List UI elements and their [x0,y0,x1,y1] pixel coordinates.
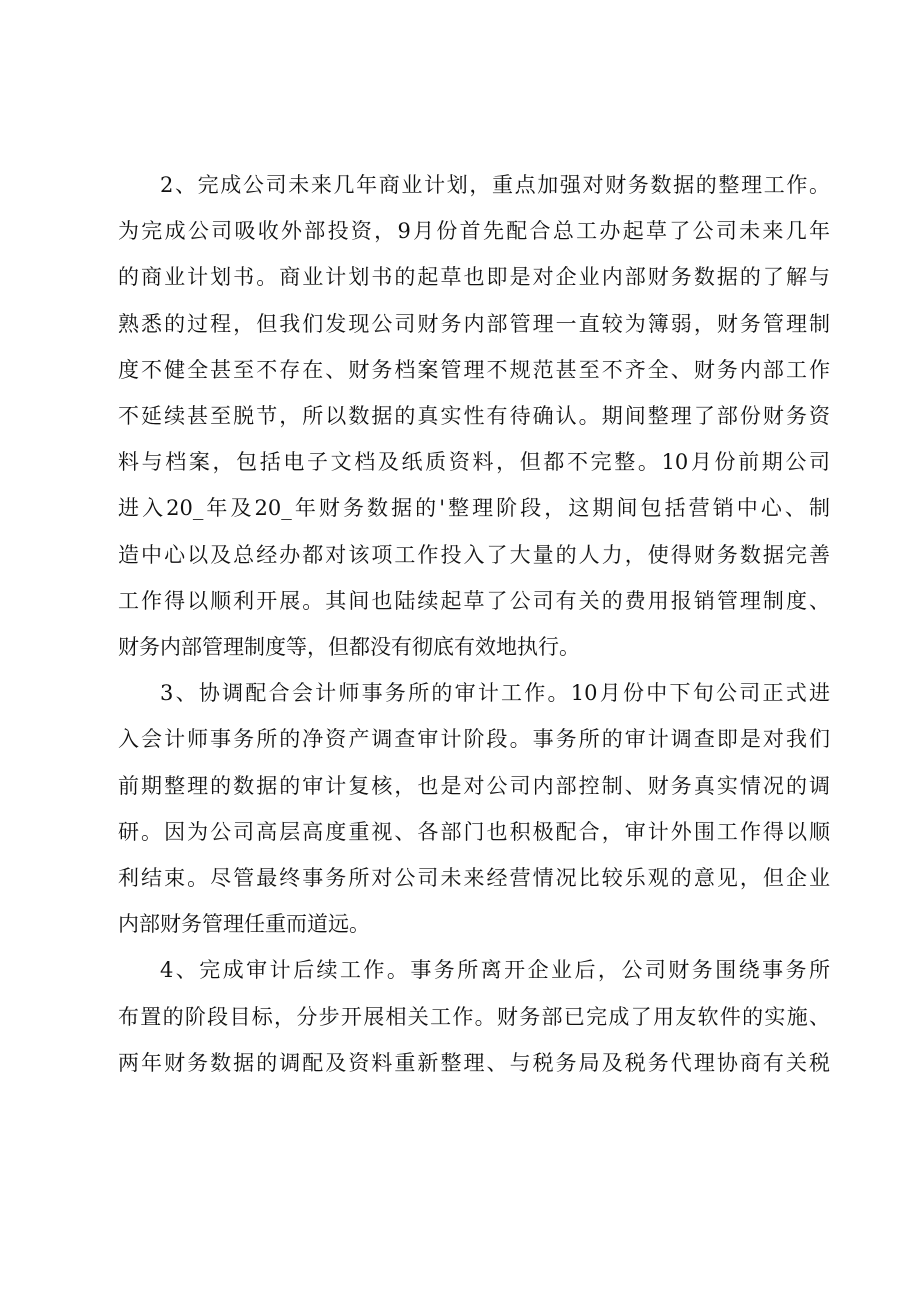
text-line: 为完成公司吸收外部投资，9月份首先配合总工办起草了公司未来几年 [118,219,830,244]
text-line: 研。因为公司高层高度重视、各部门也积极配合，审计外围工作得以顺 [118,819,830,844]
paragraph-2-financial-data [118,162,830,670]
text-line: 造中心以及总经办都对该项工作投入了大量的人力，使得财务数据完善 [118,542,830,567]
text-line: 2、完成公司未来几年商业计划，重点加强对财务数据的整理工作。 [160,173,830,197]
document-body [118,162,830,1086]
text-line: 入会计师事务所的净资产调查审计阶段。事务所的审计调查即是对我们 [118,727,830,752]
text-line: 前期整理的数据的审计复核，也是对公司内部控制、财务真实情况的调 [118,773,830,798]
text-line: 利结束。尽管最终事务所对公司未来经营情况比较乐观的意见，但企业 [118,866,830,891]
text-line: 度不健全甚至不存在、财务档案管理不规范甚至不齐全、财务内部工作 [118,357,830,382]
text-line: 内部财务管理任重而道远。 [118,912,370,937]
text-line: 料与档案，包括电子文档及纸质资料，但都不完整。10月份前期公司 [118,450,830,475]
text-line: 工作得以顺利开展。其间也陆续起草了公司有关的费用报销管理制度、 [118,588,830,613]
text-line: 财务内部管理制度等，但都没有彻底有效地执行。 [118,635,580,660]
paragraph-4-post-audit [118,947,830,1086]
text-line: 两年财务数据的调配及资料重新整理、与税务局及税务代理协商有关税 [118,1050,830,1075]
text-line: 不延续甚至脱节，所以数据的真实性有待确认。期间整理了部份财务资 [118,404,830,429]
text-line: 4、完成审计后续工作。事务所离开企业后，公司财务围绕事务所 [160,958,830,983]
text-line: 布置的阶段目标，分步开展相关工作。财务部已完成了用友软件的实施、 [118,1004,830,1029]
text-line: 熟悉的过程，但我们发现公司财务内部管理一直较为簿弱，财务管理制 [118,311,830,336]
text-line: 3、协调配合会计师事务所的审计工作。10月份中下旬公司正式进 [160,681,830,706]
text-line: 的商业计划书。商业计划书的起草也即是对企业内部财务数据的了解与 [118,265,830,290]
paragraph-3-audit-cooperation [118,670,830,947]
text-line: 进入20_年及20_年财务数据的'整理阶段，这期间包括营销中心、制 [118,496,830,521]
